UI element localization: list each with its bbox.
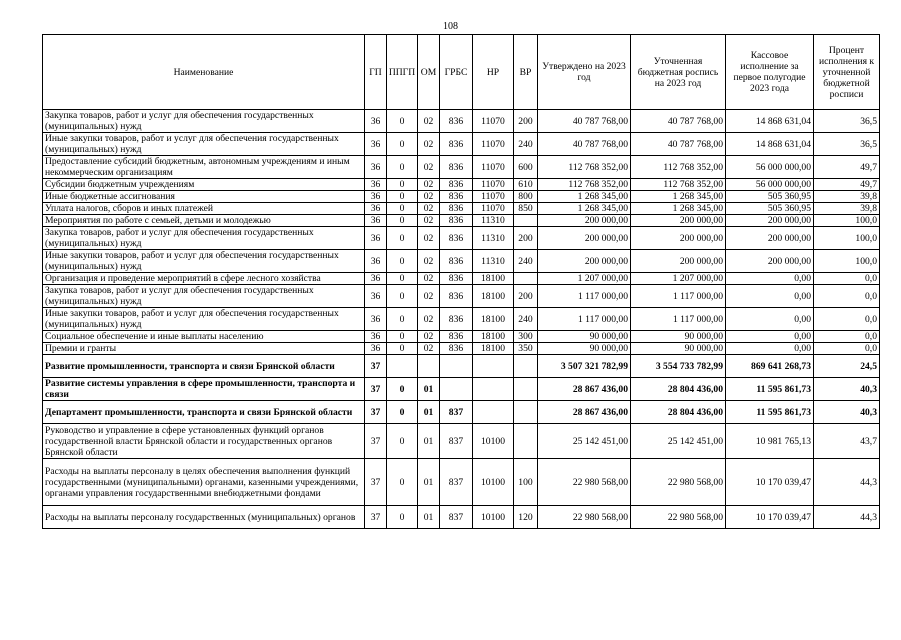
cell-approved: 90 000,00: [538, 343, 631, 355]
cell-executed: 10 170 039,47: [726, 459, 814, 506]
cell-ppgp: 0: [387, 273, 418, 285]
cell-grbs: 837: [440, 459, 473, 506]
cell-approved: 25 142 451,00: [538, 424, 631, 459]
table-row: [43, 424, 880, 459]
cell-executed: 0,00: [726, 285, 814, 308]
cell-om: 02: [418, 227, 440, 250]
cell-grbs: 836: [440, 203, 473, 215]
cell-om: 02: [418, 215, 440, 227]
cell-executed: 11 595 861,73: [726, 378, 814, 401]
cell-executed: 56 000 000,00: [726, 179, 814, 191]
cell-grbs: 836: [440, 227, 473, 250]
cell-ppgp: 0: [387, 179, 418, 191]
cell-gp: 37: [365, 506, 387, 529]
cell-approved: 22 980 568,00: [538, 506, 631, 529]
cell-om: 02: [418, 285, 440, 308]
cell-name: Уплата налогов, сборов и иных платежей: [43, 203, 365, 215]
cell-percent: 39,8: [814, 203, 880, 215]
cell-np: 11310: [473, 250, 514, 273]
table-header-row: [43, 35, 880, 110]
cell-grbs: [440, 378, 473, 401]
cell-gp: 36: [365, 179, 387, 191]
cell-percent: 100,0: [814, 227, 880, 250]
cell-ppgp: 0: [387, 343, 418, 355]
cell-om: 02: [418, 343, 440, 355]
cell-grbs: 837: [440, 401, 473, 424]
cell-vr: 850: [514, 203, 538, 215]
cell-vr: 200: [514, 285, 538, 308]
cell-vr: 300: [514, 331, 538, 343]
cell-executed: 200 000,00: [726, 250, 814, 273]
cell-om: 02: [418, 191, 440, 203]
cell-ppgp: 0: [387, 156, 418, 179]
cell-executed: 0,00: [726, 343, 814, 355]
cell-name: Мероприятия по работе с семьей, детьми и молодежью: [43, 215, 365, 227]
cell-om: 01: [418, 459, 440, 506]
cell-np: 10100: [473, 459, 514, 506]
cell-om: 02: [418, 156, 440, 179]
cell-np: [473, 355, 514, 378]
cell-vr: 240: [514, 308, 538, 331]
cell-ppgp: 0: [387, 401, 418, 424]
table-row: [43, 401, 880, 424]
cell-executed: 10 981 765,13: [726, 424, 814, 459]
header-ppgp: ППГП: [387, 35, 418, 110]
cell-approved: 3 507 321 782,99: [538, 355, 631, 378]
cell-grbs: 836: [440, 308, 473, 331]
cell-executed: 0,00: [726, 331, 814, 343]
cell-om: 01: [418, 401, 440, 424]
cell-name: Закупка товаров, работ и услуг для обеспечения государственных (муниципальных) нужд: [43, 227, 365, 250]
cell-revised: 40 787 768,00: [631, 110, 726, 133]
table-row: [43, 355, 880, 378]
header-executed: Кассовое исполнение за первое полугодие 2023 года: [726, 35, 814, 110]
cell-np: 10100: [473, 506, 514, 529]
header-percent: Процент исполнения к уточненной бюджетной росписи: [814, 35, 880, 110]
cell-revised: 112 768 352,00: [631, 156, 726, 179]
table-row: [43, 156, 880, 179]
cell-ppgp: 0: [387, 191, 418, 203]
cell-name: Департамент промышленности, транспорта и связи Брянской области: [43, 401, 365, 424]
cell-om: 02: [418, 179, 440, 191]
cell-approved: 28 867 436,00: [538, 401, 631, 424]
cell-ppgp: 0: [387, 331, 418, 343]
cell-om: 02: [418, 308, 440, 331]
cell-gp: 36: [365, 331, 387, 343]
cell-name: Премии и гранты: [43, 343, 365, 355]
cell-om: 02: [418, 203, 440, 215]
cell-executed: 10 170 039,47: [726, 506, 814, 529]
cell-name: Иные закупки товаров, работ и услуг для обеспечения государственных (муниципальных) нужд: [43, 250, 365, 273]
cell-executed: 505 360,95: [726, 191, 814, 203]
cell-revised: 25 142 451,00: [631, 424, 726, 459]
cell-percent: 0,0: [814, 331, 880, 343]
table-row: [43, 308, 880, 331]
cell-np: 18100: [473, 273, 514, 285]
table-row: [43, 459, 880, 506]
page-number: 108: [443, 21, 458, 32]
cell-percent: 36,5: [814, 133, 880, 156]
cell-ppgp: 0: [387, 308, 418, 331]
cell-grbs: 836: [440, 250, 473, 273]
cell-gp: 36: [365, 203, 387, 215]
cell-np: 11310: [473, 227, 514, 250]
cell-om: 02: [418, 250, 440, 273]
cell-percent: 100,0: [814, 215, 880, 227]
cell-grbs: 837: [440, 424, 473, 459]
cell-gp: 36: [365, 227, 387, 250]
cell-name: Иные закупки товаров, работ и услуг для обеспечения государственных (муниципальных) нужд: [43, 133, 365, 156]
cell-vr: 600: [514, 156, 538, 179]
header-name: Наименование: [43, 35, 365, 110]
table-row: [43, 203, 880, 215]
cell-approved: 22 980 568,00: [538, 459, 631, 506]
cell-name: Организация и проведение мероприятий в сфере лесного хозяйства: [43, 273, 365, 285]
cell-approved: 1 268 345,00: [538, 203, 631, 215]
cell-percent: 24,5: [814, 355, 880, 378]
cell-name: Иные бюджетные ассигнования: [43, 191, 365, 203]
cell-approved: 1 117 000,00: [538, 308, 631, 331]
cell-approved: 40 787 768,00: [538, 110, 631, 133]
cell-revised: 1 268 345,00: [631, 191, 726, 203]
cell-name: Социальное обеспечение и иные выплаты населению: [43, 331, 365, 343]
cell-percent: 40,3: [814, 401, 880, 424]
header-gp: ГП: [365, 35, 387, 110]
cell-om: 02: [418, 110, 440, 133]
cell-ppgp: 0: [387, 250, 418, 273]
cell-ppgp: 0: [387, 110, 418, 133]
cell-om: 02: [418, 331, 440, 343]
cell-name: Расходы на выплаты персоналу государственных (муниципальных) органов: [43, 506, 365, 529]
cell-np: 11310: [473, 215, 514, 227]
cell-vr: 100: [514, 459, 538, 506]
cell-gp: 36: [365, 250, 387, 273]
cell-grbs: 836: [440, 110, 473, 133]
cell-executed: 0,00: [726, 308, 814, 331]
cell-gp: 36: [365, 308, 387, 331]
cell-vr: 350: [514, 343, 538, 355]
cell-approved: 1 268 345,00: [538, 191, 631, 203]
cell-vr: 800: [514, 191, 538, 203]
cell-gp: 37: [365, 424, 387, 459]
cell-revised: 90 000,00: [631, 343, 726, 355]
cell-om: [418, 355, 440, 378]
header-vr: ВР: [514, 35, 538, 110]
cell-om: 01: [418, 506, 440, 529]
table-row: [43, 215, 880, 227]
cell-percent: 0,0: [814, 308, 880, 331]
cell-approved: 112 768 352,00: [538, 156, 631, 179]
cell-vr: [514, 378, 538, 401]
cell-grbs: 836: [440, 133, 473, 156]
cell-revised: 1 117 000,00: [631, 308, 726, 331]
cell-om: 01: [418, 424, 440, 459]
cell-executed: 56 000 000,00: [726, 156, 814, 179]
table-row: [43, 227, 880, 250]
cell-executed: 11 595 861,73: [726, 401, 814, 424]
cell-np: [473, 401, 514, 424]
cell-gp: 36: [365, 110, 387, 133]
cell-grbs: 836: [440, 179, 473, 191]
cell-revised: 22 980 568,00: [631, 459, 726, 506]
cell-gp: 36: [365, 285, 387, 308]
cell-name: Руководство и управление в сфере установленных функций органов государственной власти Брянской области и государственных органов Брянской области: [43, 424, 365, 459]
cell-revised: 200 000,00: [631, 250, 726, 273]
cell-name: Развитие системы управления в сфере промышленности, транспорта и связи: [43, 378, 365, 401]
cell-executed: 869 641 268,73: [726, 355, 814, 378]
budget-execution-table: [42, 34, 880, 529]
cell-revised: 22 980 568,00: [631, 506, 726, 529]
cell-revised: 1 117 000,00: [631, 285, 726, 308]
cell-grbs: 836: [440, 191, 473, 203]
cell-ppgp: 0: [387, 133, 418, 156]
cell-revised: 200 000,00: [631, 227, 726, 250]
cell-np: 11070: [473, 191, 514, 203]
cell-name: Развитие промышленности, транспорта и связи Брянской области: [43, 355, 365, 378]
cell-approved: 90 000,00: [538, 331, 631, 343]
cell-om: 01: [418, 378, 440, 401]
cell-vr: [514, 424, 538, 459]
cell-approved: 200 000,00: [538, 250, 631, 273]
cell-approved: 200 000,00: [538, 215, 631, 227]
cell-name: Закупка товаров, работ и услуг для обеспечения государственных (муниципальных) нужд: [43, 110, 365, 133]
cell-vr: [514, 215, 538, 227]
cell-np: 18100: [473, 308, 514, 331]
cell-ppgp: 0: [387, 459, 418, 506]
cell-revised: 200 000,00: [631, 215, 726, 227]
cell-gp: 37: [365, 355, 387, 378]
cell-om: 02: [418, 273, 440, 285]
cell-grbs: [440, 355, 473, 378]
cell-ppgp: 0: [387, 203, 418, 215]
cell-percent: 0,0: [814, 343, 880, 355]
cell-gp: 36: [365, 215, 387, 227]
cell-np: 11070: [473, 203, 514, 215]
cell-vr: 240: [514, 250, 538, 273]
cell-ppgp: 0: [387, 424, 418, 459]
cell-revised: 112 768 352,00: [631, 179, 726, 191]
cell-percent: 36,5: [814, 110, 880, 133]
cell-grbs: 837: [440, 506, 473, 529]
cell-approved: 1 207 000,00: [538, 273, 631, 285]
header-grbs: ГРБС: [440, 35, 473, 110]
cell-ppgp: 0: [387, 506, 418, 529]
cell-grbs: 836: [440, 343, 473, 355]
cell-percent: 49,7: [814, 156, 880, 179]
table-row: [43, 331, 880, 343]
cell-name: Субсидии бюджетным учреждениям: [43, 179, 365, 191]
cell-vr: [514, 401, 538, 424]
cell-vr: 200: [514, 110, 538, 133]
cell-executed: 0,00: [726, 273, 814, 285]
table-row: [43, 179, 880, 191]
table-row: [43, 250, 880, 273]
cell-np: 11070: [473, 110, 514, 133]
cell-gp: 36: [365, 343, 387, 355]
cell-grbs: 836: [440, 156, 473, 179]
cell-name: Иные закупки товаров, работ и услуг для обеспечения государственных (муниципальных) нужд: [43, 308, 365, 331]
cell-revised: 40 787 768,00: [631, 133, 726, 156]
table-row: [43, 110, 880, 133]
table-row: [43, 506, 880, 529]
cell-executed: 14 868 631,04: [726, 110, 814, 133]
table-row: [43, 378, 880, 401]
cell-vr: 610: [514, 179, 538, 191]
cell-approved: 1 117 000,00: [538, 285, 631, 308]
cell-vr: 120: [514, 506, 538, 529]
cell-vr: [514, 355, 538, 378]
cell-gp: 36: [365, 273, 387, 285]
cell-gp: 37: [365, 401, 387, 424]
cell-vr: 240: [514, 133, 538, 156]
table-row: [43, 285, 880, 308]
table-row: [43, 343, 880, 355]
cell-np: 18100: [473, 331, 514, 343]
cell-percent: 49,7: [814, 179, 880, 191]
cell-grbs: 836: [440, 331, 473, 343]
table-row: [43, 191, 880, 203]
cell-gp: 36: [365, 156, 387, 179]
header-om: ОМ: [418, 35, 440, 110]
cell-np: 18100: [473, 285, 514, 308]
header-approved: Утверждено на 2023 год: [538, 35, 631, 110]
cell-percent: 39,8: [814, 191, 880, 203]
cell-percent: 40,3: [814, 378, 880, 401]
cell-executed: 200 000,00: [726, 215, 814, 227]
cell-grbs: 836: [440, 273, 473, 285]
cell-vr: 200: [514, 227, 538, 250]
cell-grbs: 836: [440, 215, 473, 227]
cell-approved: 200 000,00: [538, 227, 631, 250]
cell-gp: 37: [365, 378, 387, 401]
cell-revised: 3 554 733 782,99: [631, 355, 726, 378]
table-row: [43, 133, 880, 156]
cell-revised: 28 804 436,00: [631, 401, 726, 424]
cell-revised: 90 000,00: [631, 331, 726, 343]
cell-ppgp: 0: [387, 378, 418, 401]
cell-np: 10100: [473, 424, 514, 459]
header-revised: Уточненная бюджетная роспись на 2023 год: [631, 35, 726, 110]
cell-revised: 1 268 345,00: [631, 203, 726, 215]
cell-percent: 44,3: [814, 459, 880, 506]
cell-name: Закупка товаров, работ и услуг для обеспечения государственных (муниципальных) нужд: [43, 285, 365, 308]
cell-percent: 0,0: [814, 285, 880, 308]
cell-percent: 0,0: [814, 273, 880, 285]
cell-np: 11070: [473, 133, 514, 156]
cell-np: 18100: [473, 343, 514, 355]
cell-percent: 100,0: [814, 250, 880, 273]
cell-gp: 37: [365, 459, 387, 506]
cell-name: Предоставление субсидий бюджетным, автономным учреждениям и иным некоммерческим организациям: [43, 156, 365, 179]
header-np: НР: [473, 35, 514, 110]
cell-revised: 1 207 000,00: [631, 273, 726, 285]
cell-ppgp: 0: [387, 215, 418, 227]
cell-revised: 28 804 436,00: [631, 378, 726, 401]
cell-np: [473, 378, 514, 401]
cell-approved: 40 787 768,00: [538, 133, 631, 156]
cell-om: 02: [418, 133, 440, 156]
cell-np: 11070: [473, 156, 514, 179]
cell-gp: 36: [365, 191, 387, 203]
table-row: [43, 273, 880, 285]
cell-np: 11070: [473, 179, 514, 191]
cell-executed: 14 868 631,04: [726, 133, 814, 156]
cell-name: Расходы на выплаты персоналу в целях обеспечения выполнения функций государственными (муниципальными) органами, казенными учреждениями, органами управления государственными внебюджетными фондами: [43, 459, 365, 506]
cell-approved: 28 867 436,00: [538, 378, 631, 401]
cell-percent: 43,7: [814, 424, 880, 459]
cell-vr: [514, 273, 538, 285]
cell-executed: 505 360,95: [726, 203, 814, 215]
cell-percent: 44,3: [814, 506, 880, 529]
cell-ppgp: [387, 355, 418, 378]
cell-executed: 200 000,00: [726, 227, 814, 250]
cell-ppgp: 0: [387, 227, 418, 250]
cell-gp: 36: [365, 133, 387, 156]
table-body: [43, 110, 880, 529]
cell-approved: 112 768 352,00: [538, 179, 631, 191]
cell-ppgp: 0: [387, 285, 418, 308]
cell-grbs: 836: [440, 285, 473, 308]
